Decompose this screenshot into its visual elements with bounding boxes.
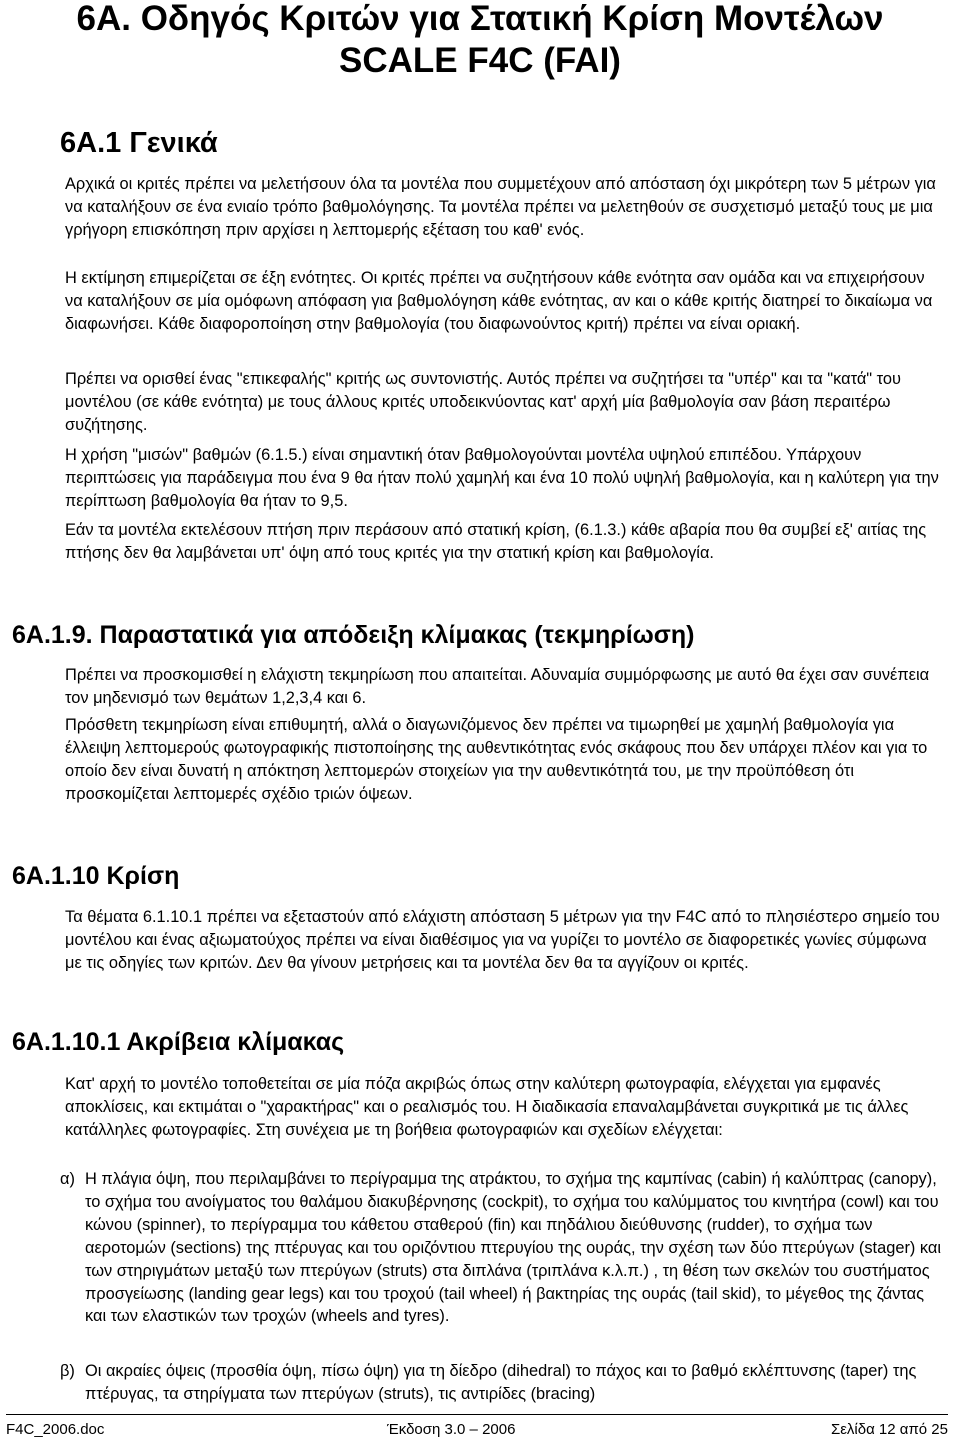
judging-paragraph-1: Τα θέματα 6.1.10.1 πρέπει να εξεταστούν από ελάχιστη απόσταση 5 μέτρων για την F4C από το πλησιέστερο σημείο του μοντέλου και ένας αξιωματούχος πρέπει να είναι διαθέσιμος για να γυρίζει το μοντέλο σε διαφορετικές γωνίες σύμφωνα με τις οδηγίες των κριτών. Δεν θα γίνουν μετρήσεις και τα μοντέλα δεν θα τα αγγίζουν οι κριτές. <box>65 908 940 972</box>
footer-filename: F4C_2006.doc <box>6 1421 105 1438</box>
footer-page-number: Σελίδα 12 από 25 <box>830 1421 948 1438</box>
documentation-paragraph-1: Πρέπει να προσκομισθεί η ελάχιστη τεκμηρίωση που απαιτείται. Αδυναμία συμμόρφωσης με αυτό θα έχει σαν συνέπεια τον μηδενισμό των θεμάτων 1,2,3,4 και 6. <box>65 666 930 707</box>
general-paragraph-2: Η εκτίμηση επιμερίζεται σε έξη ενότητες. Οι κριτές πρέπει να συζητήσουν κάθε ενότητα σαν ομάδα και να επιχειρήσουν να καταλήξουν σε μία ομόφωνη απόφαση για βαθμολόγηση κάθε ενότητας, αν και ο κάθε κριτής διατηρεί το δικαίωμα να διαφωνήσει. Κάθε διαφοροποίηση στην βαθμολογία (του διαφωνούντος κριτή) πρέπει να είναι οριακή. <box>65 269 933 333</box>
general-paragraph-4: Η χρήση "μισών" βαθμών (6.1.5.) είναι σημαντική όταν βαθμολογούνται μοντέλα υψηλού επιπέδου. Υπάρχουν περιπτώσεις για παράδειγμα που ένα 9 θα ήταν πολύ χαμηλή και ένα 10 πολύ υψηλή βαθμολογία, και η καλύτερη για την περίπτωση βαθμολογία θα ήταν το 9,5. <box>65 446 939 510</box>
section-heading-general: 6Α.1 Γενικά <box>60 127 218 159</box>
list-item-label: β) <box>60 1362 75 1380</box>
list-item-text: Η πλάγια όψη, που περιλαμβάνει το περίγραμμα της ατράκτου, το σχήμα της καμπίνας (cabin) ή καλύπτρας (canopy), το σχήμα του ανοίγματος του θαλάμου διακυβέρνησης (cockpit), το σχήμα του καλύμματος του κινητήρα (cowl) και του κώνου (spinner), το περίγραμμα του κάθετου σταθερού (fin) και πηδάλιου διεύθυνσης (rudder), το σχήμα των αεροτομών (sections) της πτέρυγας και του οριζόντιου πτερυγίου της ουράς, την σχέση των δύο πτερύγων (stager) και των στηριγμάτων μεταξύ των πτερύγων (struts) στα διπλάνα (τριπλάνα κ.λ.π.) , τη θέση των σκελών του συστήματος προσγείωσης (landing gear legs) και του τροχού (tail wheel) ή βακτηρίας της ουράς (tail skid), το μέγεθος της ζάντας και των ελαστικών των τροχών (wheels and tyres). <box>85 1170 942 1326</box>
document-title-line-2: SCALE F4C (FAI) <box>339 41 621 80</box>
list-item <box>60 1168 945 1328</box>
section-heading-judging: 6Α.1.10 Κρίση <box>12 862 180 890</box>
general-paragraph-3: Πρέπει να ορισθεί ένας "επικεφαλής" κριτής ως συντονιστής. Αυτός πρέπει να συζητήσει τα "υπέρ" και τα "κατά" του μοντέλου (σε κάθε ενότητα) με τους άλλους κριτές υποδεικνύοντας κατ' αρχή μία βαθμολογία σαν βάση περαιτέρω συζήτησης. <box>65 370 902 434</box>
list-item-text: Οι ακραίες όψεις (προσθία όψη, πίσω όψη) για τη δίεδρο (dihedral) το πάχος και το βαθμό εκλέπτυνσης (taper) της πτέρυγας, τα στηρίγματα των πτερύγων (struts), τις αντιρίδες (bracing) <box>85 1362 917 1403</box>
scale-accuracy-paragraph-1: Κατ' αρχή το μοντέλο τοποθετείται σε μία πόζα ακριβώς όπως στην καλύτερη φωτογραφία, ελέγχεται για εμφανές αποκλίσεις, και εκτιμάται ο "χαρακτήρας" και ο ρεαλισμός του. Η διαδικασία επαναλαμβάνεται συγκριτικά με τις άλλες κατάλληλες φωτογραφίες. Στη συνέχεια με τη βοήθεια φωτογραφιών και σχεδίων ελέγχεται: <box>65 1075 909 1139</box>
section-heading-documentation: 6Α.1.9. Παραστατικά για απόδειξη κλίμακας (τεκμηρίωση) <box>12 621 695 649</box>
section-heading-scale-accuracy: 6Α.1.10.1 Ακρίβεια κλίμακας <box>12 1028 345 1056</box>
list-item <box>60 1360 945 1406</box>
document-title-line-1: 6Α. Οδηγός Κριτών για Στατική Κρίση Μοντέλων <box>76 0 884 38</box>
documentation-paragraph-2: Πρόσθετη τεκμηρίωση είναι επιθυμητή, αλλά ο διαγωνιζόμενος δεν πρέπει να τιμωρηθεί με χαμηλή βαθμολογία για έλλειψη λεπτομερούς φωτογραφικής πιστοποίησης της αυθεντικότητας ενός σκάφους που δεν υπάρχει πλέον και για το οποίο δεν είναι δυνατή η απόκτηση λεπτομερών στοιχείων για την αυθεντικότητά του, με την προϋπόθεση ότι προσκομίζεται λεπτομερές σχέδιο τριών όψεων. <box>65 716 928 803</box>
footer-edition: Έκδοση 3.0 – 2006 <box>387 1421 516 1438</box>
footer-divider <box>6 1414 948 1415</box>
general-paragraph-1: Αρχικά οι κριτές πρέπει να μελετήσουν όλα τα μοντέλα που συμμετέχουν από απόσταση όχι μικρότερη των 5 μέτρων για να καταλήξουν σε ένα ενιαίο τρόπο βαθμολόγησης. Τα μοντέλα πρέπει να μελετηθούν σε συσχετισμό μεταξύ τους με μια γρήγορη επισκόπηση πριν αρχίσει η λεπτομερής εξέταση του καθ' ενός. <box>65 175 936 239</box>
general-paragraph-5: Εάν τα μοντέλα εκτελέσουν πτήση πριν περάσουν από στατική κρίση, (6.1.3.) κάθε αβαρία που θα συμβεί εξ' αιτίας της πτήσης δεν θα λαμβάνεται υπ' όψη από τους κριτές για την στατική κρίση και βαθμολογία. <box>65 521 927 562</box>
list-item-label: α) <box>60 1170 75 1188</box>
